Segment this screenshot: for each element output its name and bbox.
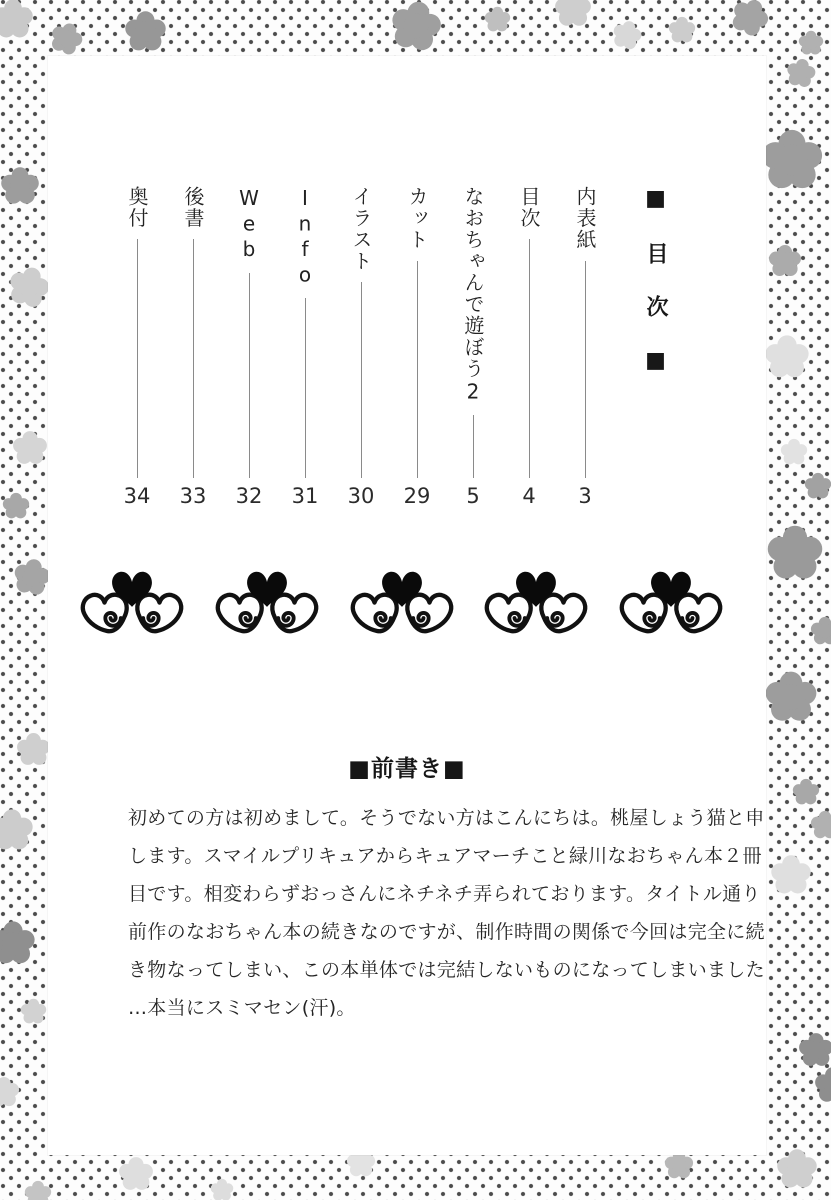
flower-icon (484, 6, 511, 33)
toc-title: ■目次■ (643, 186, 668, 404)
flower-icon (792, 778, 820, 806)
flower-icon (12, 430, 48, 466)
toc-entry-label: Web (237, 186, 261, 263)
toc-page-number: 33 (179, 484, 207, 508)
toc-page-number: 29 (403, 484, 431, 508)
winged-heart-icon (76, 557, 188, 643)
toc-entry-label: 内表紙 (573, 186, 597, 251)
flower-icon (0, 0, 34, 40)
leader-line (305, 298, 306, 478)
flower-icon (554, 0, 592, 28)
preface-heading: ■前書き■ (348, 756, 466, 782)
flower-icon (760, 128, 824, 192)
flower-icon (768, 244, 802, 278)
flower-icon (784, 56, 819, 91)
flower-icon (764, 670, 818, 724)
preface-line: …本当にスミマセン(汗)。 (128, 997, 356, 1019)
book-page (48, 56, 766, 1155)
preface-line: します。スマイルプリキュアからキュアマーチこと緑川なおちゃん本２冊 (128, 845, 762, 867)
flower-icon (798, 1032, 831, 1068)
flower-icon (609, 17, 646, 54)
flower-icon (386, 0, 446, 56)
flower-icon (776, 1148, 818, 1190)
flower-icon (810, 616, 831, 646)
toc-entry-illust (333, 186, 389, 510)
flower-icon (780, 438, 808, 466)
leader-line (193, 239, 194, 478)
toc-entry-label: Info (293, 186, 317, 288)
flower-icon (725, 0, 775, 42)
toc-entry-label: カット (405, 186, 429, 251)
toc-entry-label: イラスト (349, 186, 373, 272)
toc-entry-label: 後書 (181, 186, 205, 229)
flower-icon (45, 17, 87, 59)
leader-line (473, 415, 474, 478)
leader-line (529, 239, 530, 478)
winged-heart-icon (211, 557, 323, 643)
toc-page-number: 30 (347, 484, 375, 508)
flower-icon (20, 998, 47, 1025)
flower-icon (668, 16, 696, 44)
toc-page-number: 3 (578, 484, 592, 508)
preface-section (48, 750, 766, 1027)
toc-entry-inner-cover (557, 186, 613, 510)
toc-entry-afterword (165, 186, 221, 510)
flower-icon (804, 472, 831, 500)
flower-icon (0, 166, 40, 206)
winged-heart-icon (480, 557, 592, 643)
winged-heart-icon (615, 557, 727, 643)
ornament-row (76, 557, 727, 657)
toc-entry-label: 奥付 (125, 186, 149, 229)
flower-icon (0, 920, 36, 966)
flower-icon (814, 1066, 831, 1104)
flower-icon (210, 1178, 234, 1200)
flower-icon (2, 492, 30, 520)
flower-icon (118, 1156, 154, 1192)
preface-line: 前作のなおちゃん本の続きなのですが、制作時間の関係で今回は完全に続 (128, 921, 765, 943)
toc-entry-colophon (109, 186, 165, 510)
flower-icon (3, 261, 54, 312)
leader-line (249, 273, 250, 479)
toc-page-number: 31 (291, 484, 319, 508)
preface-line: 初めての方は初めまして。そうでない方はこんにちは。桃屋しょう猫と申 (128, 807, 765, 829)
toc-entry-web (221, 186, 277, 510)
toc-page-number: 5 (466, 484, 480, 508)
leader-line (417, 261, 418, 479)
preface-line: 目です。相変わらずおっさんにネチネチ弄られております。タイトル通り (128, 883, 761, 905)
toc-entry-label: なおちゃんで遊ぼう2 (461, 186, 485, 405)
flower-icon (124, 10, 167, 53)
flower-icon (764, 334, 810, 380)
leader-line (585, 261, 586, 479)
leader-line (361, 282, 362, 478)
flower-icon (810, 810, 831, 840)
toc-entry-main-story (445, 186, 501, 510)
flower-icon (0, 1076, 20, 1108)
preface-line: き物なってしまい、この本単体では完結しないものになってしまいました (128, 959, 765, 981)
toc-page-number: 4 (522, 484, 536, 508)
leader-line (137, 239, 138, 478)
flower-icon (798, 30, 824, 56)
table-of-contents (109, 186, 683, 510)
flower-icon (0, 808, 34, 852)
flower-icon (766, 524, 824, 582)
flower-icon (16, 732, 51, 767)
flower-icon (770, 854, 812, 896)
toc-page-number: 32 (235, 484, 263, 508)
toc-header-column (627, 186, 683, 510)
toc-page-number: 34 (123, 484, 151, 508)
preface-body (48, 799, 766, 1027)
winged-heart-icon (346, 557, 458, 643)
flower-icon (24, 1180, 52, 1200)
toc-entry-info (277, 186, 333, 510)
toc-entry-label: 目次 (517, 186, 541, 229)
toc-entry-cut (389, 186, 445, 510)
toc-entry-contents (501, 186, 557, 510)
